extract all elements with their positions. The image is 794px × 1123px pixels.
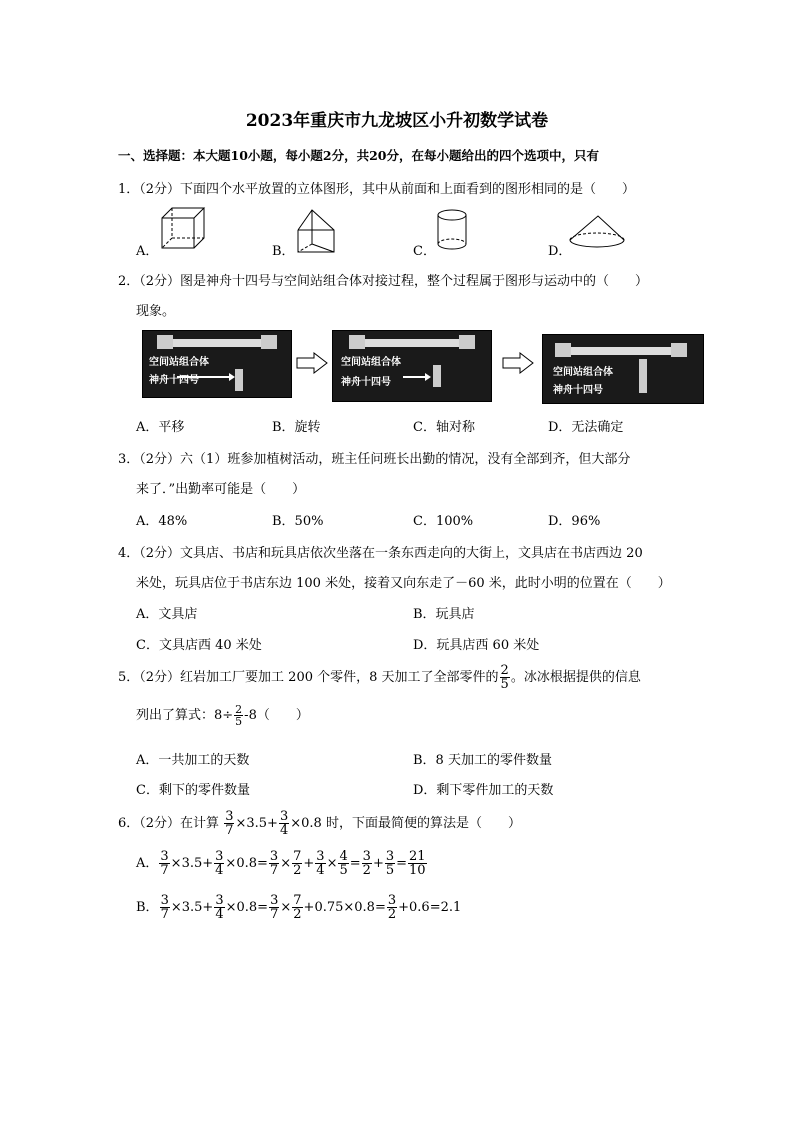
q4-option-c: C．文具店西 40 米处 xyxy=(136,638,262,653)
q2-option-a: A．平移 xyxy=(136,420,185,435)
question-5-line1 xyxy=(118,664,641,691)
q5-formula-a: 列出了算式：8÷ xyxy=(136,708,234,723)
question-5-line2 xyxy=(136,704,309,727)
q6-frac-3-4: $\frac{3}{4}$ xyxy=(279,809,289,838)
q3-option-a: A．48% xyxy=(136,514,188,529)
question-2-line1: 2．（2分）图是神舟十四号与空间站组合体对接过程，整个过程属于图形与运动中的（ ） xyxy=(118,274,649,289)
question-6-text: 6．（2分）在计算 $\frac{3}{7}$ ×3.5+ $\frac{3}{4}$ ×0.8 时，下面最简便的算法是（ ） xyxy=(118,809,521,838)
q6-frac-3-7: $\frac{3}{7}$ xyxy=(225,809,234,838)
q2-option-c: C．轴对称 xyxy=(413,420,475,435)
docking-panel-3 xyxy=(542,334,704,404)
q5-option-c: C．剩下的零件数量 xyxy=(136,783,250,798)
question-4-line2: 米处，玩具店位于书店东边 100 米处，接着又向东走了－60 米，此时小明的位置在（ ） xyxy=(136,576,671,591)
q3-option-b: B．50% xyxy=(272,514,324,529)
question-3-line2: 来了．”出勤率可能是（ ） xyxy=(136,482,306,497)
q5-text-a: 5．（2分）红岩加工厂要加工 200 个零件，8 天加工了全部零件的 xyxy=(118,670,499,685)
cube-icon xyxy=(158,206,208,252)
triangular-prism-icon xyxy=(292,206,342,254)
q5-fraction: $\frac{2}{5}$ xyxy=(500,663,509,692)
q6-option-b: B． $\frac{3}{7}$ ×3.5+ $\frac{3}{4}$ ×0.8= $\frac{3}{7}$ × $\frac{7}{2}$ +0.75×0.8= $\frac{3}{2}$ +0.6=2.1 xyxy=(136,893,462,922)
q6-suffix: 时，下面最简便的算法是（ ） xyxy=(325,816,521,831)
q5-formula-b: -8（ ） xyxy=(244,708,309,723)
panel-3-station-label: 空间站组合体 xyxy=(553,367,613,378)
q6-prefix: 6．（2分）在计算 xyxy=(118,816,220,831)
q5-option-d: D．剩下零件加工的天数 xyxy=(413,783,554,798)
panel-1-ship-label: 神舟十四号 xyxy=(149,375,199,386)
docking-panel-2 xyxy=(332,330,492,402)
q1-option-d-label: D． xyxy=(548,244,572,259)
q5-text-b: 。冰冰根据提供的信息 xyxy=(510,670,641,685)
question-1-text: 1．（2分）下面四个水平放置的立体图形，其中从前面和上面看到的图形相同的是（ ） xyxy=(118,182,636,197)
q4-option-d: D．玩具店西 60 米处 xyxy=(413,638,540,653)
q5-option-a: A．一共加工的天数 xyxy=(136,753,250,768)
q5-formula-fraction: $\frac{2}{5}$ xyxy=(235,703,243,728)
q6-option-a: A． $\frac{3}{7}$ ×3.5+ $\frac{3}{4}$ ×0.8= $\frac{3}{7}$ × $\frac{7}{2}$ + $\frac{3}{4}$ × $\frac{4}{5}$ = $\frac{3}{2}$ + $\frac{3}{5}$ = $\frac{21}{10}$ xyxy=(136,849,426,878)
q4-option-a: A．文具店 xyxy=(136,607,198,622)
section-heading: 一、选择题：本大题10小题，每小题2分，共20分，在每小题给出的四个选项中，只有 xyxy=(118,148,599,163)
cylinder-icon xyxy=(434,208,474,252)
q4-option-b: B．玩具店 xyxy=(413,607,475,622)
panel-3-ship-label: 神舟十四号 xyxy=(553,385,603,396)
q1-option-c-label: C． xyxy=(413,244,436,259)
question-4-line1: 4．（2分）文具店、书店和玩具店依次坐落在一条东西走向的大街上，文具店在书店西边 20 xyxy=(118,546,643,561)
q1-option-a-label: A． xyxy=(136,244,159,259)
docking-panel-1 xyxy=(142,330,292,398)
q2-option-b: B．旋转 xyxy=(272,420,321,435)
question-2-line2: 现象。 xyxy=(136,304,176,319)
question-3-line1: 3．（2分）六（1）班参加植树活动，班主任问班长出勤的情况，没有全部到齐，但大部分 xyxy=(118,452,631,467)
panel-2-ship-label: 神舟十四号 xyxy=(341,377,391,388)
arrow-right-icon-2 xyxy=(502,352,534,374)
q3-option-c: C．100% xyxy=(413,514,474,529)
panel-2-station-label: 空间站组合体 xyxy=(341,357,401,368)
panel-1-station-label: 空间站组合体 xyxy=(149,357,209,368)
q3-option-d: D．96% xyxy=(548,514,601,529)
q5-option-b: B．8 天加工的零件数量 xyxy=(413,753,552,768)
q1-option-b-label: B． xyxy=(272,244,295,259)
arrow-right-icon-1 xyxy=(296,352,328,374)
q2-option-d: D．无法确定 xyxy=(548,420,624,435)
cone-icon xyxy=(566,212,628,252)
page-title: 2023年重庆市九龙坡区小升初数学试卷 xyxy=(245,111,549,131)
